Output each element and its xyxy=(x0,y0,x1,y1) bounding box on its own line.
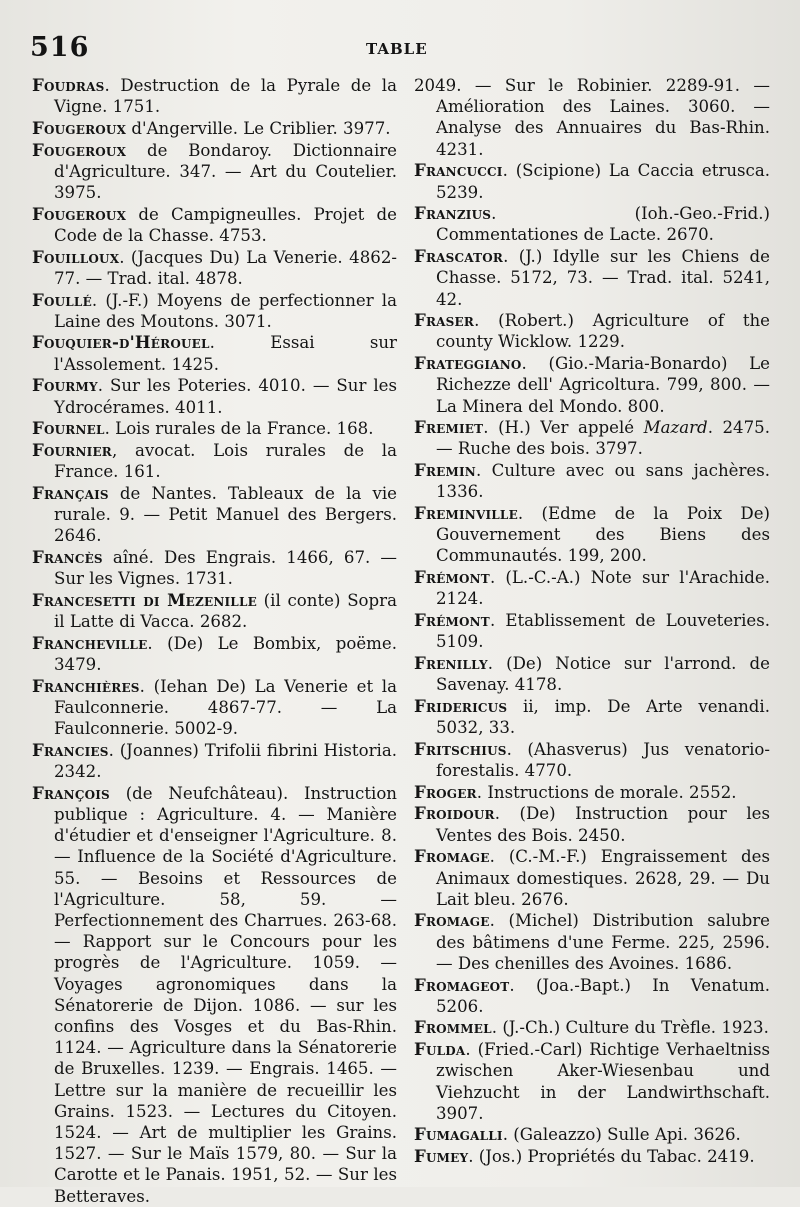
index-entry xyxy=(414,503,770,567)
entry-author-name: Fumagalli xyxy=(414,1124,503,1145)
index-entry xyxy=(414,460,770,502)
index-entry xyxy=(32,118,397,139)
index-entry xyxy=(414,567,770,609)
entry-text: aîné. Des Engrais. 1466, 67. — Sur les Vignes. 1731. xyxy=(54,547,397,589)
index-entry xyxy=(32,204,397,246)
page-number: 516 xyxy=(30,32,90,63)
entry-author-name: Francheville xyxy=(32,632,148,653)
entry-author-name: Franchières xyxy=(32,675,140,696)
entry-text: de Bondaroy. Dictionnaire d'Agriculture. 347. — Art du Coutelier. 3975. xyxy=(54,140,397,203)
entry-text: . (Edme de la Poix De) Gouvernement des Biens des Communautés. 199, 200. xyxy=(436,504,770,566)
index-entry xyxy=(32,676,397,740)
index-entry xyxy=(32,440,397,482)
entry-text: . (Iehan De) La Venerie et la Faulconnerie. 4867-77. — La Faulconnerie. 5002-9. xyxy=(54,676,397,739)
entry-text: . (Michel) Distribution salubre des bâtimens d'une Ferme. 225, 2596. — Des chenilles des Avoines. 1686. xyxy=(436,911,770,973)
index-entry xyxy=(414,782,770,803)
index-entry xyxy=(32,140,397,204)
entry-author-name: Frémont xyxy=(414,567,490,588)
entry-author-name: Frateggiano xyxy=(414,353,522,374)
index-entry xyxy=(414,75,770,160)
entry-text: . (Joa.-Bapt.) In Venatum. 5206. xyxy=(436,975,770,1016)
index-entry xyxy=(414,975,770,1017)
index-entry xyxy=(414,1146,770,1167)
index-entry xyxy=(414,910,770,974)
entry-author-name: Fougeroux xyxy=(32,117,127,138)
entry-text: . (H.) Ver appelé xyxy=(483,418,644,438)
entry-text: de Nantes. Tableaux de la vie rurale. 9. — Petit Manuel des Bergers. 2646. xyxy=(54,483,397,546)
entry-text: . (Fried.-Carl) Richtige Verhaeltniss zwischen Aker-Wiesenbau und Viehzucht in der Landwirthschaft. 3907. xyxy=(436,1040,770,1123)
entry-author-name: Fournel xyxy=(32,418,105,439)
entry-text: . (Gio.-Maria-Bonardo) Le Richezze dell' Agricoltura. 799, 800. — La Minera del Mondo. 800. xyxy=(436,354,770,416)
entry-author-name: Frascator xyxy=(414,246,504,267)
entry-text: . Sur les Poteries. 4010. — Sur les Ydrocérames. 4011. xyxy=(54,376,397,417)
left-column xyxy=(32,75,397,1207)
index-entry xyxy=(32,418,397,439)
entry-text: . (Ahasverus) Jus venatorio-forestalis. 4770. xyxy=(436,739,770,780)
entry-author-name: Francies xyxy=(32,739,109,760)
entry-author-name: Fulda xyxy=(414,1039,466,1060)
entry-author-name: Foullé xyxy=(32,289,92,310)
index-entry xyxy=(414,739,770,781)
entry-text: d'Angerville. Le Criblier. 3977. xyxy=(126,118,391,138)
entry-italic-term: Mazard xyxy=(643,418,708,438)
index-entry xyxy=(32,332,397,374)
entry-text: . (De) Instruction pour les Ventes des Bois. 2450. xyxy=(436,804,770,845)
entry-author-name: Fournier xyxy=(32,439,112,460)
entry-author-name: Fraser xyxy=(414,310,475,331)
index-entry xyxy=(414,203,770,245)
entry-text: 2049. — Sur le Robinier. 2289-91. — Amélioration des Laines. 3060. — Analyse des Annuaires du Bas-Rhin. 4231. xyxy=(414,76,770,159)
entry-text: . Essai sur l'Assolement. 1425. xyxy=(54,333,397,374)
entry-text: ii, imp. De Arte venandi. 5032, 33. xyxy=(436,696,770,738)
index-entry xyxy=(32,75,397,117)
entry-author-name: Fouquier-d'Hérouel xyxy=(32,332,210,353)
entry-author-name: Freminville xyxy=(414,503,518,524)
entry-text: de Campigneulles. Projet de Code de la Chasse. 4753. xyxy=(54,204,397,245)
entry-text: . (Galeazzo) Sulle Api. 3626. xyxy=(502,1125,741,1145)
index-entry xyxy=(414,803,770,845)
index-entry xyxy=(414,310,770,352)
index-entry xyxy=(32,290,397,332)
entry-text: . (Robert.) Agriculture of the county Wicklow. 1229. xyxy=(436,311,770,352)
index-entry xyxy=(32,375,397,417)
entry-text: . (J.-F.) Moyens de perfectionner la Laine des Moutons. 3071. xyxy=(54,290,397,331)
index-entry xyxy=(414,846,770,910)
entry-text: . (Joannes) Trifolii fibrini Historia. 2342. xyxy=(54,740,397,781)
entry-author-name: Francès xyxy=(32,546,103,567)
entry-text: . Culture avec ou sans jachères. 1336. xyxy=(436,461,770,502)
entry-text: . (L.-C.-A.) Note sur l'Arachide. 2124. xyxy=(436,568,770,609)
entry-author-name: Fromage xyxy=(414,910,490,931)
entry-author-name: Franzius xyxy=(414,203,492,224)
entry-text-continued: . 2475. — Ruche des bois. 3797. xyxy=(436,418,770,459)
entry-author-name: Foudras xyxy=(32,75,105,95)
entry-author-name: Frommel xyxy=(414,1017,492,1038)
index-entry xyxy=(414,1017,770,1038)
entry-author-name: Fromageot xyxy=(414,974,510,995)
entry-text: . (C.-M.-F.) Engraissement des Animaux domestiques. 2628, 29. — Du Lait bleu. 2676. xyxy=(436,847,770,909)
index-entry xyxy=(414,1039,770,1124)
entry-text: . (Scipione) La Caccia etrusca. 5239. xyxy=(436,161,770,202)
entry-text: (il conte) Sopra il Latte di Vacca. 2682. xyxy=(54,590,397,632)
entry-text: . (Jacques Du) La Venerie. 4862-77. — Trad. ital. 4878. xyxy=(54,247,397,288)
entry-author-name: Fumey xyxy=(414,1146,469,1167)
entry-author-name: Français xyxy=(32,482,109,503)
entry-author-name: Froger xyxy=(414,781,477,802)
entry-author-name: Fridericus xyxy=(414,695,508,716)
index-entry xyxy=(32,783,397,1207)
entry-author-name: Fritschius xyxy=(414,738,507,759)
index-entry xyxy=(32,590,397,632)
index-entry xyxy=(414,353,770,417)
right-column xyxy=(414,75,770,1168)
index-entry xyxy=(32,247,397,289)
entry-text: . (J.-Ch.) Culture du Trèfle. 1923. xyxy=(491,1018,769,1038)
entry-text: (de Neufchâteau). Instruction publique : Agriculture. 4. — Manière d'étudier et d'enseigner l'Agriculture. 8. — Influence de la Société d'Agriculture. 55. — Besoins et Ressources de l'Agriculture. 58, 59. — Perfectionnement des Charrues. 263-68. — Rapport sur le Concours pour les progrès de l'Agriculture. 1059. — Voyages agronomiques dans la Sénatorerie de Dijon. 1086. — sur les confins des Vosges et du Bas-Rhin. 1124. — Agriculture dans la Sénatorerie de Bruxelles. 1239. — Engrais. 1465. — Lettre sur la manière de recueillir les Grains. 1523. — Lectures du Citoyen. 1524. — Art de multiplier les Grains. 1527. — Sur le Maïs 1579, 80. — Sur la Carotte et le Panais. 1951, 52. — Sur les Betteraves. xyxy=(54,783,397,1206)
index-entry xyxy=(32,633,397,675)
entry-author-name: François xyxy=(32,782,110,803)
index-entry xyxy=(414,160,770,202)
index-entry xyxy=(32,740,397,782)
index-entry xyxy=(32,483,397,547)
entry-author-name: Fougeroux xyxy=(32,139,127,160)
index-entry xyxy=(414,417,770,459)
entry-author-name: Fougeroux xyxy=(32,203,127,224)
entry-text: . (Jos.) Propriétés du Tabac. 2419. xyxy=(468,1147,755,1167)
entry-author-name: Fremin xyxy=(414,460,476,481)
entry-author-name: Fremiet xyxy=(414,417,484,438)
entry-text: . Instructions de morale. 2552. xyxy=(476,782,737,802)
entry-author-name: Froidour xyxy=(414,803,495,824)
entry-text: . Destruction de la Pyrale de la Vigne. 1751. xyxy=(54,76,397,117)
index-entry xyxy=(414,653,770,695)
entry-text: . (De) Notice sur l'arrond. de Savenay. 4178. xyxy=(436,653,770,695)
entry-author-name: Francucci xyxy=(414,160,503,181)
entry-author-name: Fromage xyxy=(414,846,490,867)
index-entry xyxy=(414,1124,770,1145)
entry-text: . (Ioh.-Geo.-Frid.) Commentationes de Lacte. 2670. xyxy=(436,204,770,245)
index-entry xyxy=(32,547,397,589)
index-entry xyxy=(414,246,770,310)
entry-text: , avocat. Lois rurales de la France. 161. xyxy=(54,440,397,482)
entry-author-name: Fourmy xyxy=(32,375,98,396)
entry-author-name: Fouilloux xyxy=(32,246,120,267)
entry-text: . Etablissement de Louveteries. 5109. xyxy=(436,611,770,652)
entry-text: . (De) Le Bombix, poëme. 3479. xyxy=(54,633,397,674)
entry-author-name: Frémont xyxy=(414,610,490,631)
running-title: TABLE xyxy=(366,40,428,58)
index-entry xyxy=(414,696,770,738)
entry-author-name: Frenilly xyxy=(414,652,488,673)
entry-text: . (J.) Idylle sur les Chiens de Chasse. 5172, 73. — Trad. ital. 5241, 42. xyxy=(436,247,770,309)
entry-text: . Lois rurales de la France. 168. xyxy=(104,419,374,439)
entry-author-name: Francesetti di Mezenille xyxy=(32,589,257,610)
index-entry xyxy=(414,610,770,652)
